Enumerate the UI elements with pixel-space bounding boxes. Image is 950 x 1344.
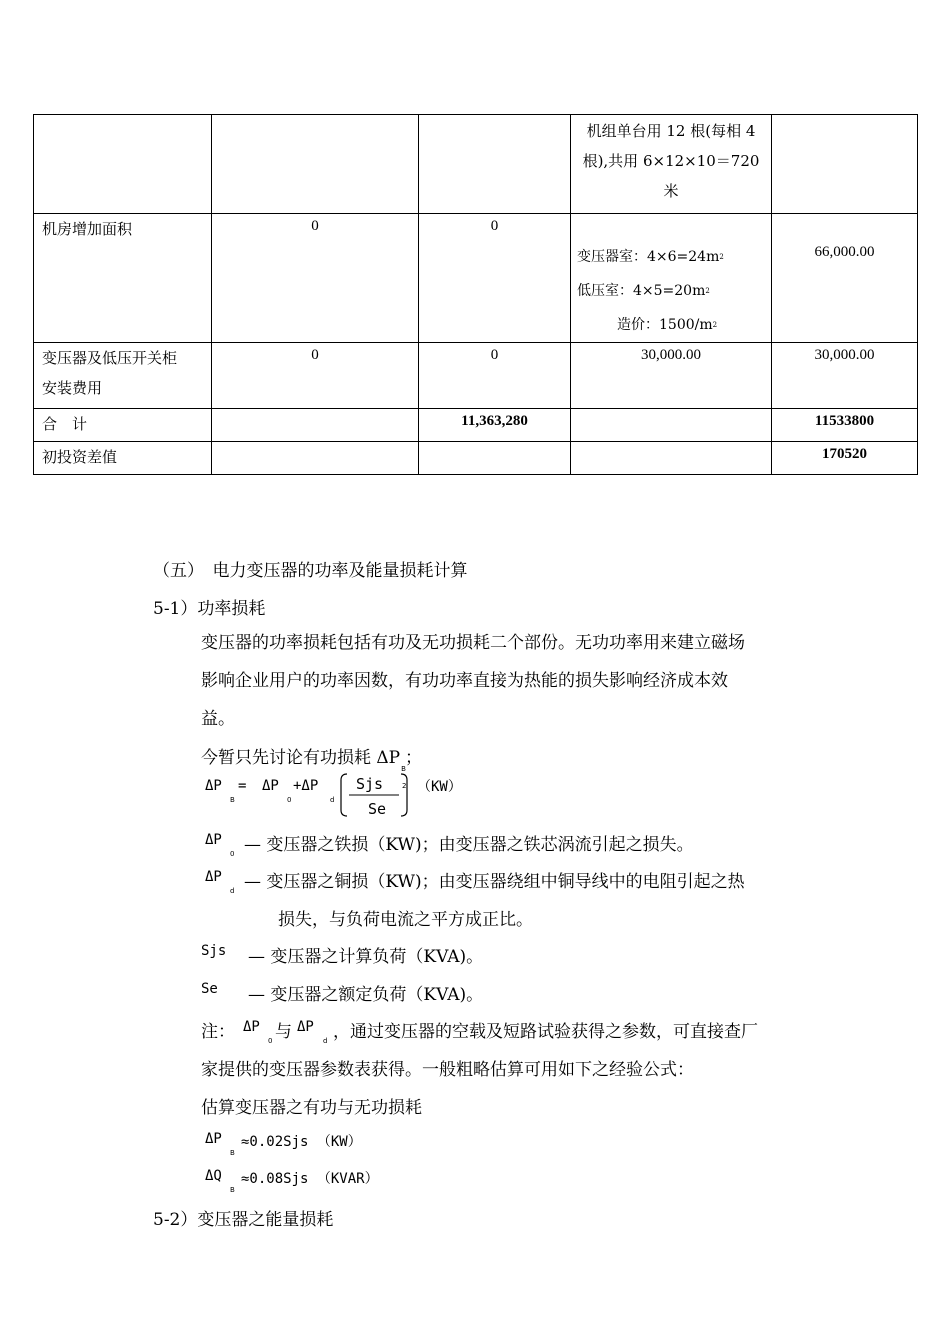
note-label: 注： [201, 1022, 235, 1042]
table-row [34, 409, 918, 442]
table-cell: 0 [419, 343, 571, 409]
paragraph-line: 益。 [201, 709, 235, 729]
table-cell: 170520 [772, 442, 918, 475]
table-row [34, 115, 918, 214]
table-row [34, 343, 918, 409]
cell-text: 机组单台用 12 根(每相 4 [586, 122, 756, 140]
area-calc-cell [571, 214, 772, 343]
table-cell [212, 409, 419, 442]
table-cell [419, 115, 571, 214]
cell-text: 低压室：$4\times 5=20m^2$ [577, 283, 710, 299]
paragraph-line: 变压器的功率损耗包括有功及无功损耗二个部份。无功功率用来建立磁场 [201, 633, 745, 653]
symbol-subscript: 0 [230, 850, 235, 858]
cell-text: 米 [663, 182, 679, 200]
table-cell [212, 115, 419, 214]
formula-subscript: B [230, 796, 235, 804]
row-label: 初投资差值 [34, 442, 212, 475]
symbol-subscript: B [230, 1149, 235, 1157]
table-cell [571, 409, 772, 442]
table-row [34, 442, 918, 475]
note-text: ，通过变压器的空载及短路试验获得之参数，可直接查厂 [333, 1022, 758, 1042]
row-label: 机房增加面积 [34, 214, 212, 343]
subsection-heading: 5-2）变压器之能量损耗 [153, 1210, 334, 1230]
table-cell: 11,363,280 [419, 409, 571, 442]
table-cell: 66,000.00 [772, 214, 918, 343]
table-cell: 0 [212, 343, 419, 409]
paragraph-line: 影响企业用户的功率因数，有功功率直接为热能的损失影响经济成本效 [201, 671, 728, 691]
section-heading: （五） 电力变压器的功率及能量损耗计算 [153, 561, 468, 581]
table-cell [571, 442, 772, 475]
symbol: ΔP [205, 832, 222, 848]
symbol: Sjs [201, 943, 227, 959]
note-text: 家提供的变压器参数表获得。一般粗略估算可用如下之经验公式： [201, 1060, 694, 1080]
table-cell [212, 442, 419, 475]
symbol-subscript: d [323, 1037, 328, 1045]
table-row [34, 214, 918, 343]
formula-subscript: 0 [287, 796, 292, 804]
estimate-formula: ≈0.02Sjs （KW） [241, 1134, 362, 1150]
symbol: ΔP [205, 1131, 222, 1147]
definition-text: — 变压器之铁损（KW)；由变压器之铁芯涡流引起之损失。 [244, 835, 694, 855]
symbol: ΔP [205, 869, 222, 885]
cost-comparison-table [33, 114, 918, 475]
table-cell: 30,000.00 [772, 343, 918, 409]
definition-text: — 变压器之计算负荷（KVA)。 [248, 947, 484, 967]
subsection-heading: 5-1）功率损耗 [153, 599, 266, 619]
cell-text: 安装费用 [42, 379, 103, 397]
symbol: Se [201, 981, 218, 997]
symbol: ΔP [243, 1019, 260, 1035]
symbol-subscript: B [230, 1186, 235, 1194]
formula-term: = [238, 778, 247, 794]
formula-unit: （KW） [417, 779, 462, 795]
cell-text: 造价：$1500/m^2$ [617, 317, 718, 333]
estimate-formula: ≈0.08Sjs （KVAR） [241, 1171, 379, 1187]
definition-text: — 变压器之铜损（KW)；由变压器绕组中铜导线中的电阻引起之热 [244, 872, 745, 892]
table-cell: 0 [212, 214, 419, 343]
symbol-subscript: d [230, 887, 235, 895]
table-cell: 0 [419, 214, 571, 343]
formula-exponent: 2 [402, 782, 407, 790]
formula-denominator: Se [368, 800, 387, 818]
symbol: ΔP [297, 1019, 314, 1035]
definition-text: 损失，与负荷电流之平方成正比。 [278, 910, 533, 930]
symbol: ΔQ [205, 1168, 222, 1184]
table-cell [419, 442, 571, 475]
row-label: 合 计 [34, 409, 212, 442]
note-text: 与 [275, 1022, 292, 1042]
table-cell: 30,000.00 [571, 343, 772, 409]
cell-text: 变压器及低压开关柜 [42, 349, 178, 367]
formula-subscript: d [330, 796, 335, 804]
table-cell [34, 115, 212, 214]
estimate-title: 估算变压器之有功与无功损耗 [201, 1098, 422, 1118]
cell-text: 变压器室：$4\times 6=24m^2$ [577, 249, 724, 265]
formula-term: ΔP [262, 778, 279, 794]
cable-note-cell [571, 115, 772, 214]
definition-text: — 变压器之额定负荷（KVA)。 [248, 985, 484, 1005]
formula-numerator: Sjs [356, 775, 384, 793]
formula-term: ΔP [205, 778, 222, 794]
row-label [34, 343, 212, 409]
table-cell [772, 115, 918, 214]
formula-term: +ΔP [293, 778, 319, 794]
cell-text: 根),共用 6×12×10＝720 [582, 152, 760, 170]
paragraph [201, 624, 811, 738]
table-cell: 11533800 [772, 409, 918, 442]
paragraph: 今暂只先讨论有功损耗 $\Delta P_B$； [201, 748, 422, 773]
symbol-subscript: 0 [268, 1037, 273, 1045]
